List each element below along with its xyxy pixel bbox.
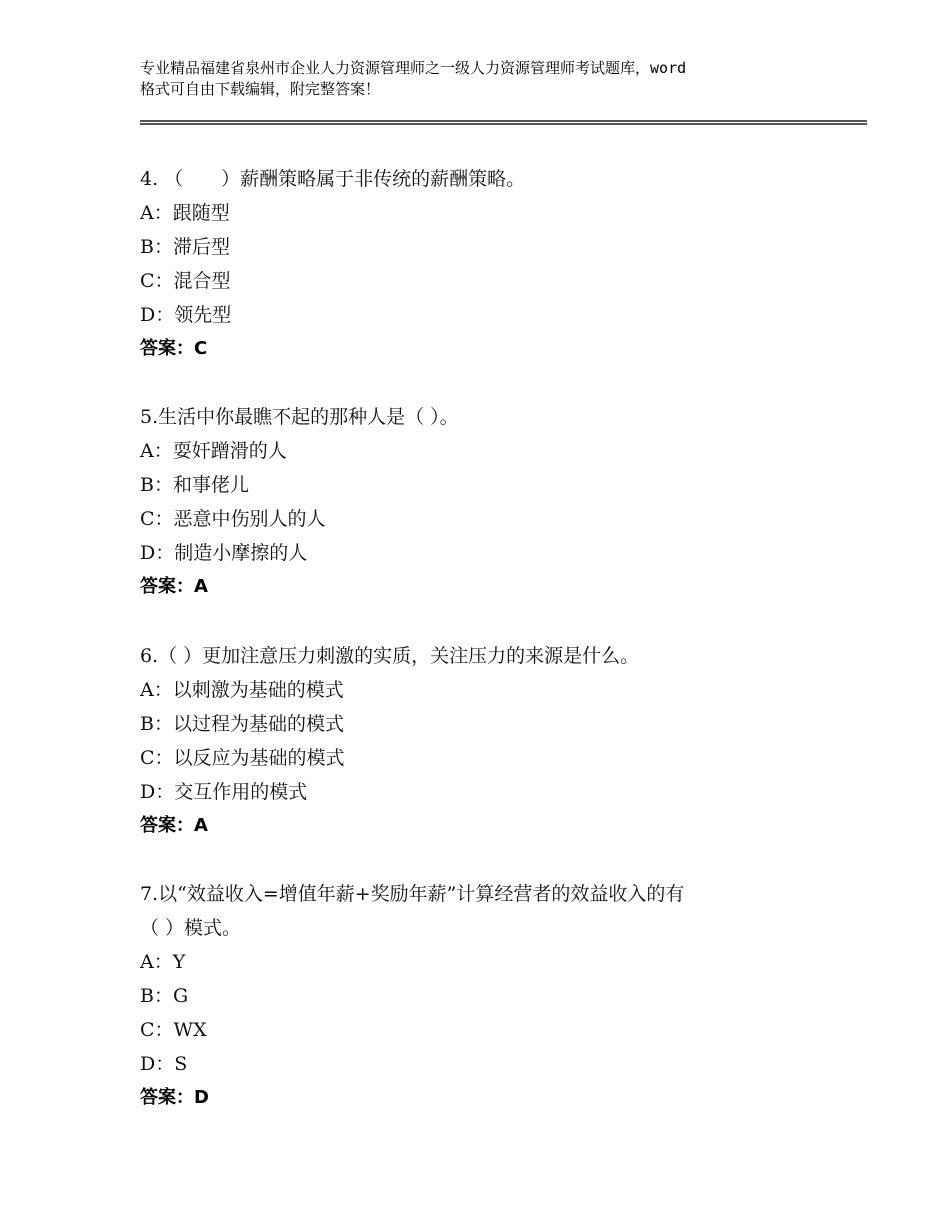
answer-label: 答案：A [140, 576, 208, 597]
document-header [140, 58, 830, 100]
question-6 [140, 639, 860, 843]
option-c: C：恶意中伤别人的人 [140, 508, 326, 530]
question-stem-line-2: （ ）模式。 [140, 917, 242, 939]
question-stem: 6.（ ）更加注意压力刺激的实质，关注压力的来源是什么。 [140, 645, 640, 667]
question-stem: 4. （ ）薪酬策略属于非传统的薪酬策略。 [140, 168, 526, 190]
option-a: A：跟随型 [140, 202, 230, 224]
option-c: C：混合型 [140, 270, 231, 292]
option-a: A：以刺激为基础的模式 [140, 679, 344, 701]
answer-label: 答案：D [140, 1087, 209, 1108]
option-c: C：以反应为基础的模式 [140, 747, 345, 769]
question-4 [140, 162, 860, 366]
question-stem: 5.生活中你最瞧不起的那种人是（ ）。 [140, 406, 459, 428]
question-5 [140, 400, 860, 604]
option-d: D：制造小摩擦的人 [140, 542, 308, 564]
header-divider [140, 120, 867, 125]
option-c: C：WX [140, 1019, 207, 1041]
header-title-line-2: 格式可自由下载编辑，附完整答案！ [140, 80, 381, 98]
answer-label: 答案：A [140, 815, 208, 836]
option-d: D：S [140, 1053, 188, 1075]
option-b: B：G [140, 985, 189, 1007]
option-d: D：交互作用的模式 [140, 781, 308, 803]
question-stem-line-1: 7.以“效益收入=增值年薪+奖励年薪”计算经营者的效益收入的有 [140, 883, 685, 905]
option-a: A：Y [140, 951, 186, 973]
option-d: D：领先型 [140, 304, 232, 326]
question-7 [140, 877, 860, 1115]
option-b: B：和事佬儿 [140, 474, 249, 496]
option-b: B：以过程为基础的模式 [140, 713, 344, 735]
header-title-line-1: 专业精品福建省泉州市企业人力资源管理师之一级人力资源管理师考试题库，word [140, 59, 687, 77]
option-a: A：耍奸蹭滑的人 [140, 440, 287, 462]
option-b: B：滞后型 [140, 236, 230, 258]
answer-label: 答案：C [140, 338, 208, 359]
